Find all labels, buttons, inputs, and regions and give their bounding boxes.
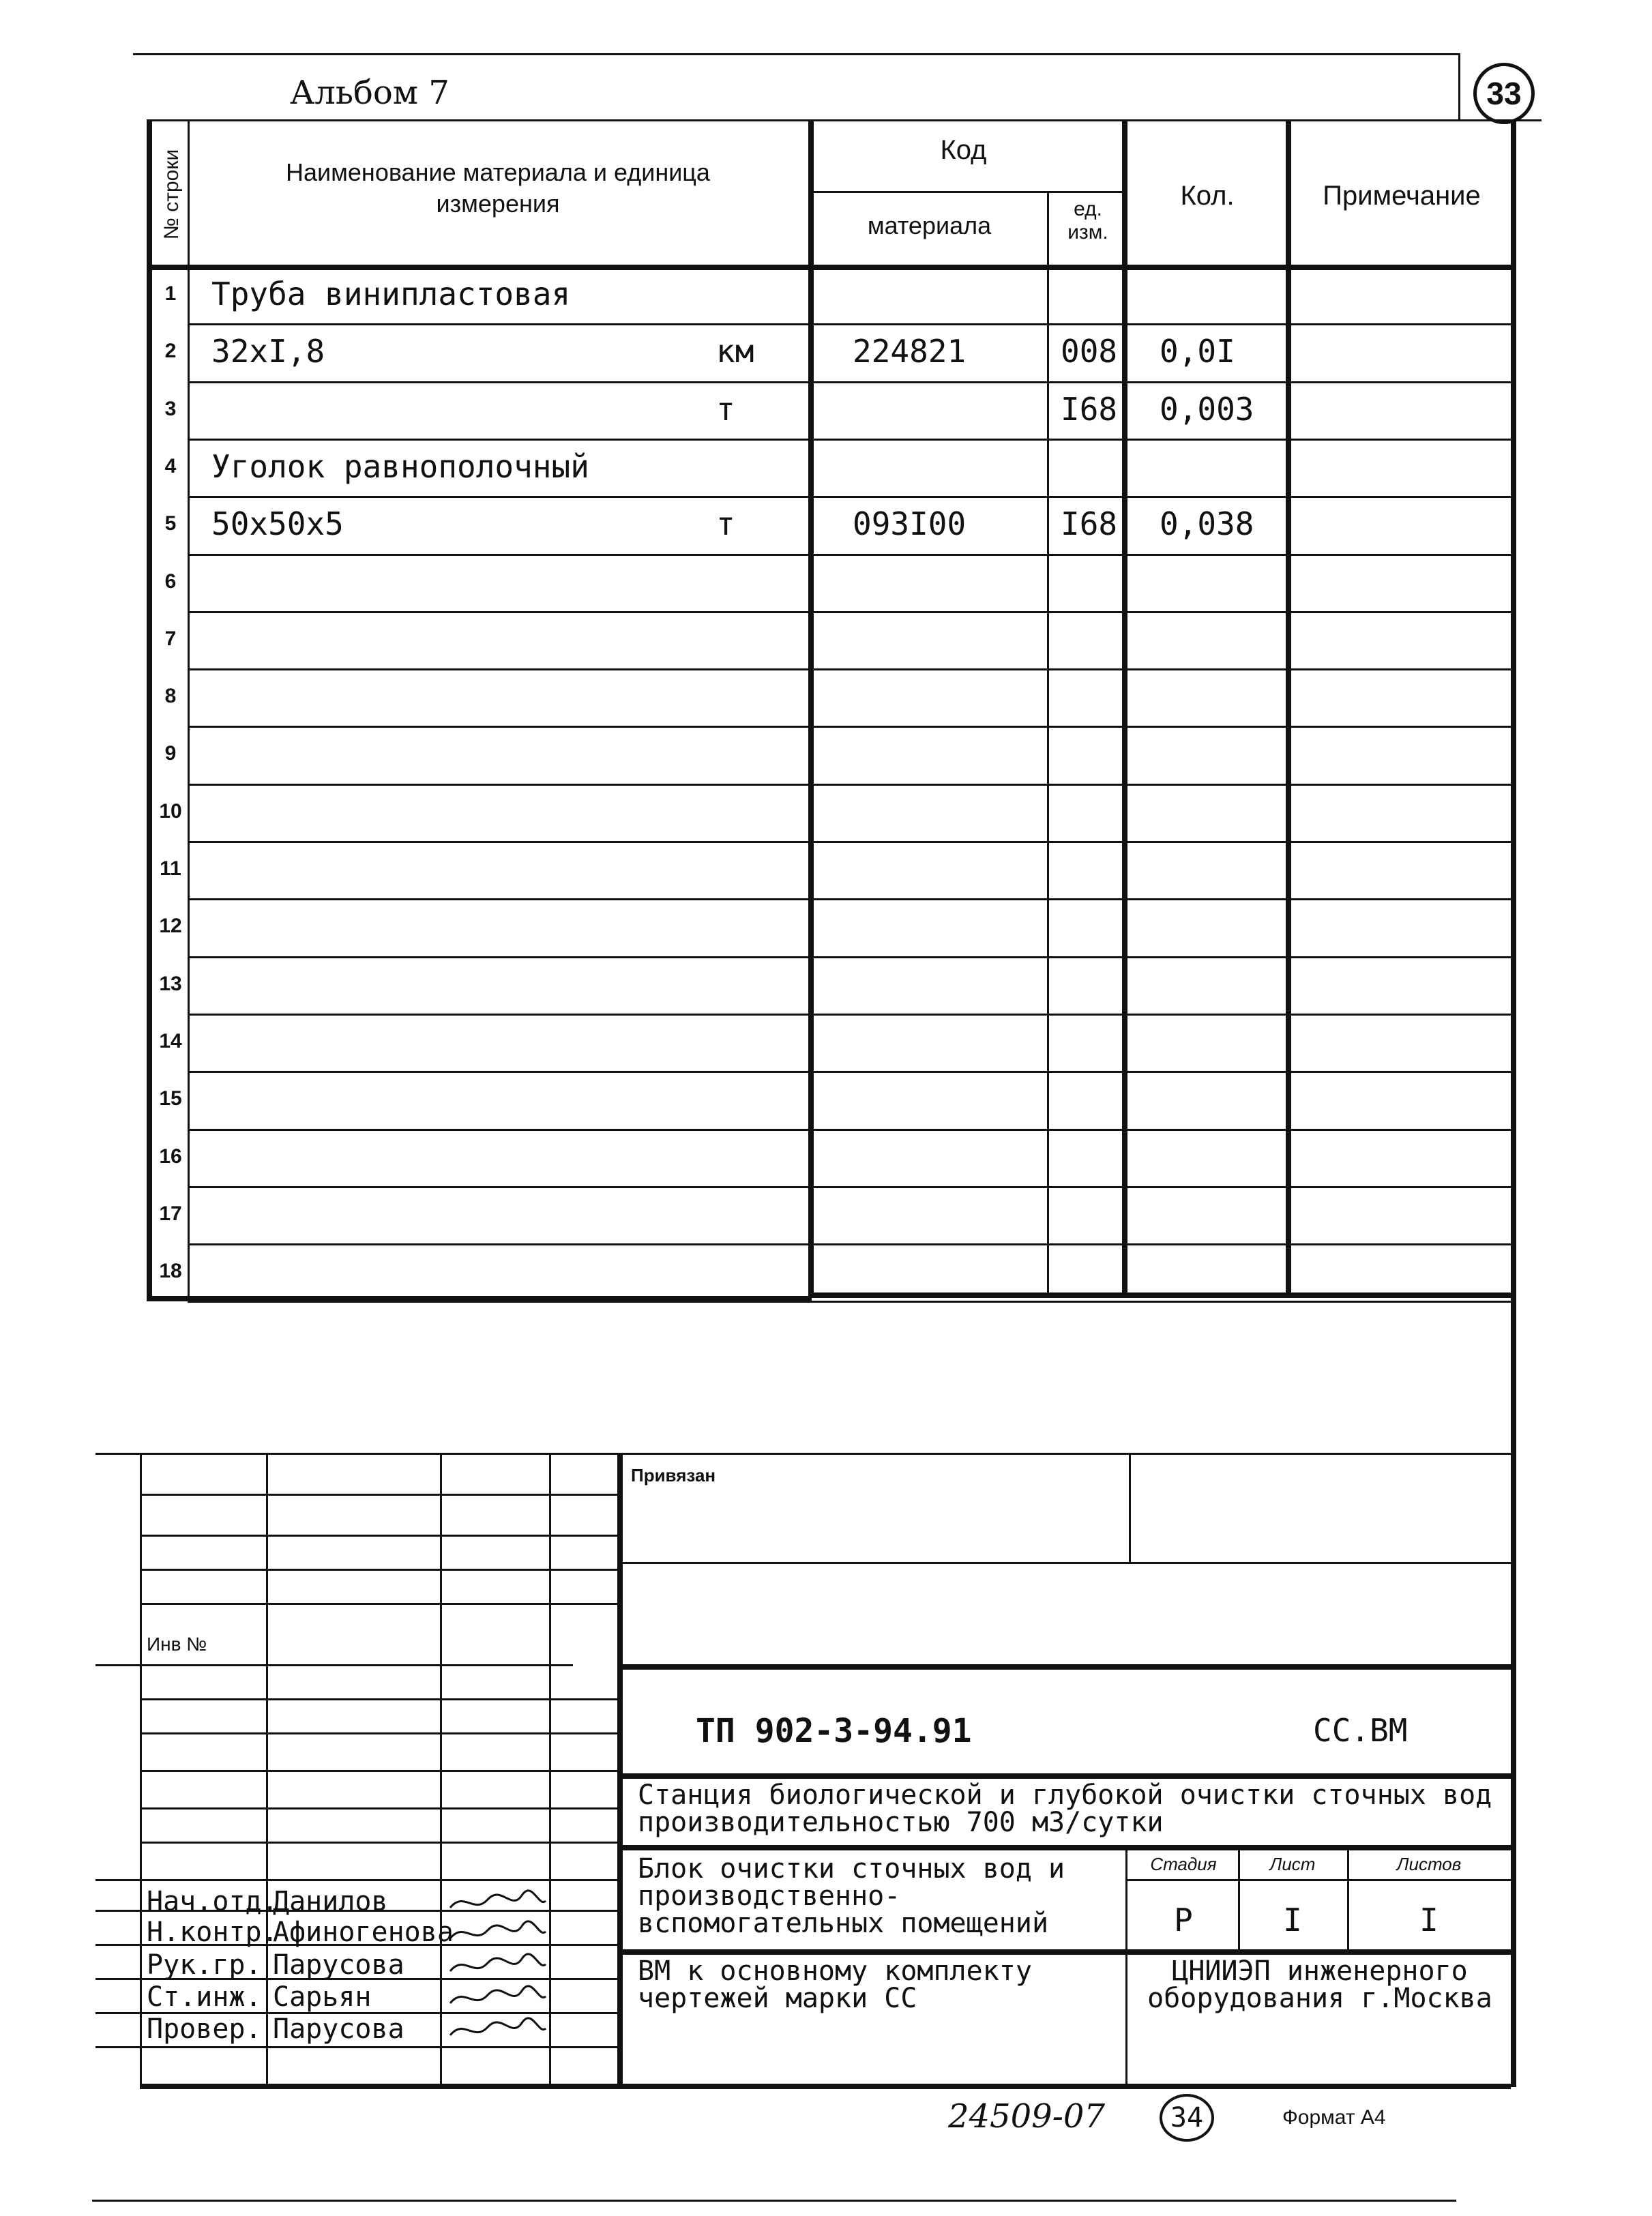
- tb-col-4: [617, 1453, 623, 2087]
- table-bottom-left: [147, 1296, 812, 1301]
- row-divider: [188, 439, 1511, 441]
- row-divider: [188, 668, 1511, 670]
- sheet-title: ВМ к основному комплекту чертежей марки СС: [638, 1955, 1032, 2014]
- row-number-header: № строки: [160, 149, 183, 240]
- handwritten-signature: [447, 2015, 549, 2045]
- code-subheader-line: [808, 191, 1122, 193]
- row-unit: км: [716, 333, 754, 370]
- title-block-row-line: [140, 1842, 617, 1844]
- table-bottom-right: [808, 1292, 1511, 1298]
- row-name: Уголок равнополочный: [211, 447, 589, 485]
- row-unit-code: I68: [1061, 505, 1118, 543]
- row-number: 13: [159, 972, 182, 995]
- sheets-col-left: [1347, 1845, 1349, 1951]
- title-block-row-line: [140, 1732, 617, 1734]
- row-name: Труба винипластовая: [211, 276, 571, 312]
- project-title: Станция биологической и глубокой очистки сточных вод производительностью 700 м3/сутки: [638, 1779, 1492, 1838]
- row-qty: 0,0I: [1160, 333, 1235, 370]
- title-block-row-line: [140, 1698, 617, 1700]
- qty-header: Кол.: [1180, 181, 1235, 211]
- stamp-circle: 34: [1160, 2094, 1214, 2142]
- privyazan-label: Привязан: [631, 1465, 716, 1486]
- row-material-code: 093I00: [853, 505, 967, 543]
- row-material-code: 224821: [853, 333, 967, 370]
- row-number: 12: [159, 915, 182, 938]
- row-divider: [188, 784, 1511, 786]
- row-divider: [188, 496, 1511, 498]
- tb-block-top: [617, 1845, 1511, 1850]
- row-divider: [188, 898, 1511, 900]
- note-header: Примечание: [1323, 181, 1481, 211]
- row-number: 2: [164, 340, 177, 363]
- row-number: 3: [164, 397, 177, 420]
- row-divider: [188, 323, 1511, 325]
- row-number: 1: [164, 282, 177, 305]
- stage-col-left: [1125, 1845, 1127, 2087]
- signature-role: Нач.отд.: [147, 1886, 278, 1917]
- row-number: 16: [159, 1144, 182, 1168]
- organization: ЦНИИЭП инженерного оборудования г.Москва: [1147, 1955, 1492, 2014]
- row-unit: т: [716, 505, 735, 543]
- code-group-header: Код: [940, 135, 987, 165]
- stage-label: Стадия: [1150, 1854, 1217, 1874]
- row-divider: [188, 726, 1511, 728]
- title-block-row-line: [95, 1879, 617, 1881]
- qty-col-left: [1122, 119, 1127, 1296]
- doc-code: ТП 902-3-94.91: [696, 1712, 972, 1750]
- sheet-col-left: [1238, 1845, 1240, 1951]
- title-block-row-line: [140, 1770, 617, 1772]
- row-divider: [188, 381, 1511, 383]
- row-qty: 0,038: [1160, 505, 1254, 543]
- inv-no-label: Инв №: [147, 1634, 207, 1655]
- row-divider: [188, 1014, 1511, 1016]
- title-block-row-line: [140, 1494, 617, 1496]
- signature-role: Ст.инж.: [147, 1981, 262, 2013]
- sheets-value: I: [1419, 1902, 1439, 1938]
- title-block-row-line: [140, 1535, 617, 1537]
- code-col-left: [808, 119, 814, 1296]
- row-unit-code: 008: [1061, 333, 1118, 370]
- page-number: 33: [1473, 63, 1535, 124]
- row-divider: [188, 1071, 1511, 1073]
- stamp-number: 24509-07: [948, 2097, 1105, 2136]
- page-right-border: [1511, 119, 1516, 2087]
- tb-project-top: [617, 1773, 1511, 1779]
- signature-role: Провер.: [147, 2013, 262, 2045]
- row-number: 11: [160, 857, 181, 880]
- signature-name: Парусова: [273, 2013, 404, 2045]
- unit-code-header: ед. изм.: [1067, 198, 1108, 243]
- tb-sheet-top: [617, 1949, 1511, 1955]
- privyazan-divider: [1129, 1453, 1131, 1562]
- header-bottom-line: [147, 265, 1511, 270]
- row-unit-code: I68: [1061, 390, 1118, 428]
- name-column-header: Наименование материала и единица измерения: [286, 158, 710, 218]
- tb-code-top: [617, 1664, 1511, 1670]
- row-number: 15: [159, 1087, 182, 1110]
- row-divider: [188, 1186, 1511, 1188]
- handwritten-signature: [447, 1918, 549, 1948]
- page-bottom-line: [92, 2200, 1456, 2202]
- title-block-row-line: [95, 1664, 573, 1666]
- row-qty: 0,003: [1160, 390, 1254, 428]
- stage-label-line: [1125, 1879, 1511, 1881]
- row-divider: [188, 841, 1511, 843]
- row-number: 4: [164, 454, 177, 477]
- title-block-top-line: [95, 1453, 1514, 1455]
- signature-name: Сарьян: [273, 1981, 372, 2013]
- row-number: 9: [164, 742, 177, 765]
- row-divider: [188, 611, 1511, 613]
- sheet-label: Лист: [1269, 1854, 1316, 1874]
- row-number: 14: [159, 1029, 182, 1052]
- row-number: 7: [164, 627, 177, 650]
- title-block-bottom: [140, 2084, 1511, 2089]
- row-divider: [188, 1243, 1511, 1245]
- signature-name: Парусова: [273, 1949, 404, 1981]
- row-number: 6: [164, 570, 177, 593]
- title-block-row-line: [95, 2046, 617, 2048]
- title-block-row-line: [140, 1603, 617, 1605]
- row-name: 32хI,8: [211, 333, 325, 370]
- row-number: 18: [159, 1260, 182, 1283]
- handwritten-signature: [447, 1983, 549, 2013]
- row-number: 10: [159, 799, 182, 823]
- stage-value: Р: [1174, 1902, 1193, 1938]
- row-divider: [188, 554, 1511, 556]
- signature-role: Н.контр.: [147, 1917, 278, 1948]
- row-divider: [188, 1129, 1511, 1131]
- title-block-row-line: [140, 1569, 617, 1571]
- top-border-line: [133, 53, 1460, 55]
- album-label: Альбом 7: [290, 74, 449, 112]
- table-left-border: [147, 119, 152, 1299]
- signature-name: Данилов: [273, 1886, 388, 1917]
- sheet-value: I: [1283, 1902, 1302, 1938]
- signature-name: Афиногенова: [273, 1917, 454, 1948]
- privyazan-bottom-line: [617, 1562, 1511, 1564]
- row-name: 50х50х5: [211, 505, 344, 543]
- handwritten-signature: [447, 1887, 549, 1917]
- format-label: Формат А4: [1282, 2106, 1386, 2129]
- page-number-box-left: [1458, 53, 1460, 121]
- material-code-header: материала: [867, 211, 992, 239]
- row-unit: т: [716, 390, 735, 428]
- title-block-row-line: [140, 1807, 617, 1809]
- table-top-line: [147, 119, 1542, 121]
- rownum-divider: [188, 119, 190, 1299]
- sheets-label: Листов: [1396, 1854, 1462, 1874]
- row-number: 5: [164, 512, 177, 535]
- row-number: 17: [159, 1202, 182, 1225]
- doc-mark: СС.ВМ: [1313, 1712, 1408, 1749]
- row-divider: [188, 956, 1511, 958]
- note-col-left: [1286, 119, 1291, 1296]
- handwritten-signature: [447, 1951, 549, 1981]
- signature-role: Рук.гр.: [147, 1949, 262, 1981]
- row-number: 8: [164, 685, 177, 708]
- block-title: Блок очистки сточных вод и производственно-вспомогательных помещений: [638, 1853, 1065, 1939]
